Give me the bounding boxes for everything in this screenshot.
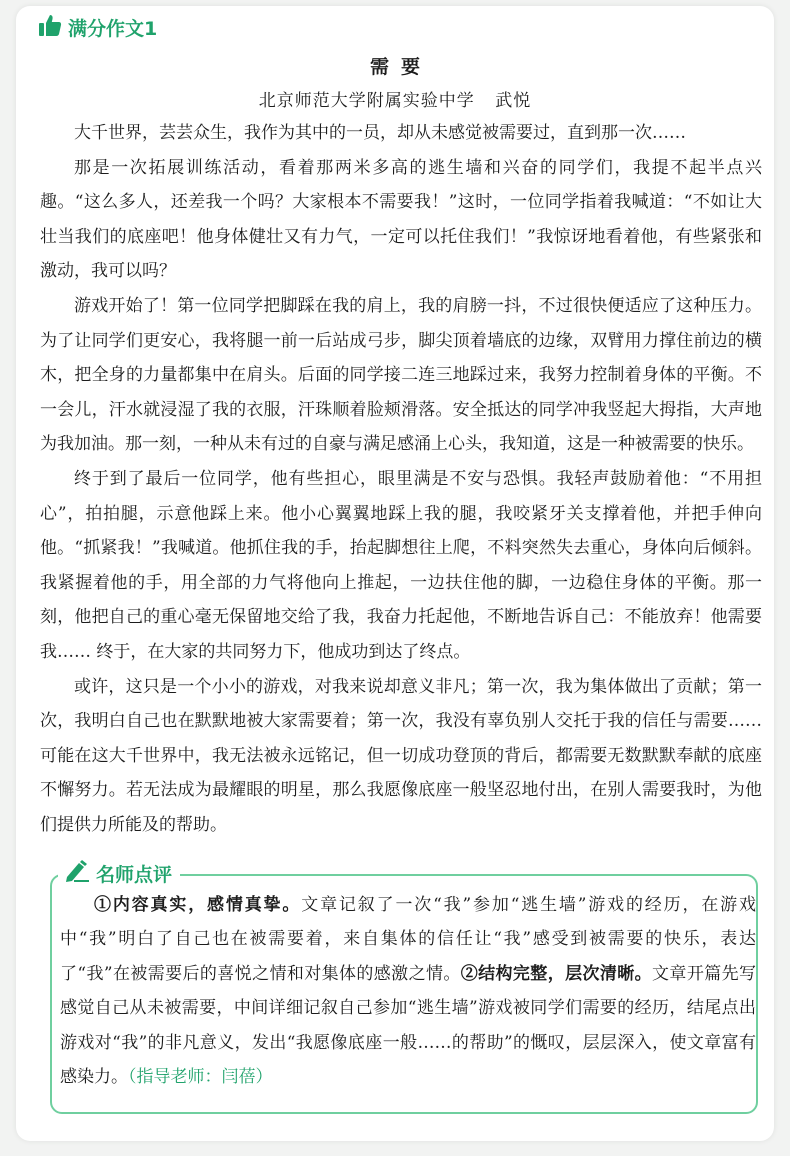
teacher-review-text <box>60 888 756 1094</box>
pen-icon <box>64 859 90 887</box>
essay-body <box>40 116 762 842</box>
essay-paragraph: 终于到了最后一位同学，他有些担心，眼里满是不安与恐惧。我轻声鼓励着他：“不用担心”，拍拍腿，示意他踩上来。他小心翼翼地踩上我的腿，我咬紧牙关支撑着他，并把手伸向他。“抓紧我！”我喊道。他抓住我的手，抬起脚想往上爬，不料突然失去重心，身体向后倾斜。我紧握着他的手，用全部的力气将他向上推起，一边扶住他的脚，一边稳住身体的平衡。那一刻，他把自己的重心毫无保留地交给了我，我奋力托起他，不断地告诉自己：不能放弃！他需要我…… 终于，在大家的共同努力下，他成功到达了终点。 <box>40 468 762 662</box>
review-point-1-text: 文章记叙了一次“我”参加“逃生墙”游戏的经历，在游戏中“我”明白了自己也在被需要着，来自集体的信任让“我”感受到被需要的快乐，表达了“我”在被需要后的喜悦之情和对集体的感激之情。 <box>60 895 757 984</box>
teacher-review-title: 名师点评 <box>96 863 173 886</box>
section-tag <box>38 10 157 44</box>
essay-paragraph: 或许，这只是一个小小的游戏，对我来说却意义非凡；第一次，我为集体做出了贡献；第一次，我明白自己也在默默地被大家需要着；第一次，我没有辜负别人交托于我的信任与需要……可能在这大千世界中，我无法被永远铭记，但一切成功登顶的背后，都需要无数默默奉献的底座不懈努力。若无法成为最耀眼的明星，那么我愿像底座一般坚忍地付出，在别人需要我时，为他们提供力所能及的帮助。 <box>40 676 762 835</box>
thumbs-up-icon <box>38 13 62 41</box>
essay-paragraph: 游戏开始了！第一位同学把脚踩在我的肩上，我的肩膀一抖，不过很快便适应了这种压力。为了让同学们更安心，我将腿一前一后站成弓步，脚尖顶着墙底的边缘，双臂用力撑住前边的横木，把全身的力量都集中在肩头。后面的同学接二连三地踩过来，我努力控制着身体的平衡。不一会儿，汗水就浸湿了我的衣服，汗珠顺着脸颊滑落。安全抵达的同学冲我竖起大拇指，大声地为我加油。那一刻，一种从未有过的自豪与满足感涌上心头，我知道，这是一种被需要的快乐。 <box>40 295 762 455</box>
essay-paragraph: 那是一次拓展训练活动，看着那两米多高的逃生墙和兴奋的同学们，我提不起半点兴趣。“这么多人，还差我一个吗？大家根本不需要我！”这时，一位同学指着我喊道：“不如让大壮当我们的底座吧！他身体健壮又有力气，一定可以托住我们！”我惊讶地看着他，有些紧张和激动，我可以吗？ <box>40 157 762 282</box>
section-tag-label: 满分作文1 <box>68 17 158 40</box>
teacher-review-heading <box>58 858 180 888</box>
review-point-1-label: ①内容真实，感情真挚。 <box>94 895 302 915</box>
review-point-2-text: 文章开篇先写感觉自己从未被需要，中间详细记叙自己参加“逃生墙”游戏被同学们需要的经历，结尾点出游戏对“我”的非凡意义，发出“我愿像底座一般……的帮助”的慨叹，层层深入，使文章富有感染力。 <box>60 963 756 1088</box>
essay-title: 需要 <box>369 56 432 78</box>
review-point-2-label: ②结构完整，层次清晰。 <box>460 963 653 984</box>
essay-paragraph: 大千世界，芸芸众生，我作为其中的一员，却从未感觉被需要过，直到那一次…… <box>74 123 686 143</box>
review-guide-teacher: （指导老师：闫蓓） <box>128 1067 273 1088</box>
essay-author: 北京师范大学附属实验中学 武悦 <box>258 91 532 111</box>
